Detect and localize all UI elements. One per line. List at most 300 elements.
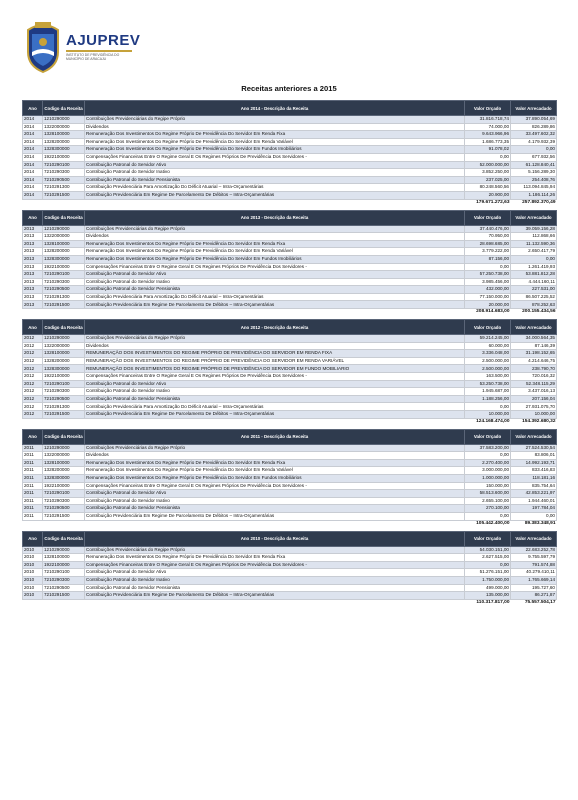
cell-arrecadado: 27.524.530,54 <box>511 444 557 452</box>
cell-codigo: 7210290100 <box>43 380 85 388</box>
cell-arrecadado: 112.868,66 <box>511 233 557 241</box>
table-row <box>23 490 557 498</box>
cell-ano: 2014 <box>23 153 43 161</box>
cell-codigo: 7210291300 <box>43 403 85 411</box>
cell-arrecadado: 1.261.419,93 <box>511 263 557 271</box>
cell-ano: 2012 <box>23 380 43 388</box>
cell-ano: 2012 <box>23 357 43 365</box>
table-header-row <box>23 320 557 335</box>
cell-descricao: Contribuições Previdenciárias do Regipe Próprio <box>85 444 465 452</box>
cell-ano: 2011 <box>23 497 43 505</box>
cell-ano: 2012 <box>23 350 43 358</box>
cell-descricao: Remuneração Dos Investimentos Do Regime Próprio De Previdência Do Servidor Em Renda Variável <box>85 248 465 256</box>
cell-arrecadado: 5.156.289,30 <box>511 169 557 177</box>
cell-descricao: Remuneração Dos Investimentos Do Regime Próprio De Previdência Do Servidor Em Renda Variável <box>85 467 465 475</box>
total-orcado: 110.317.817,00 <box>465 599 511 607</box>
coat-of-arms-icon <box>22 18 64 74</box>
cell-arrecadado: 238.790,70 <box>511 365 557 373</box>
cell-ano: 2010 <box>23 546 43 554</box>
cell-arrecadado: 34.000.564,35 <box>511 335 557 343</box>
table-row <box>23 395 557 403</box>
table-row <box>23 335 557 343</box>
cell-orcado: 237.025,00 <box>465 176 511 184</box>
table-row <box>23 271 557 279</box>
cell-codigo: 1922100000 <box>43 561 85 569</box>
cell-descricao: Remuneração Dos Investimentos Do Regime Próprio De Previdência Do Servidor Em Fundos Imobiliários <box>85 146 465 154</box>
cell-codigo: 7210290100 <box>43 490 85 498</box>
cell-descricao: Contribuições Previdenciárias do Regipe Próprio <box>85 116 465 124</box>
cell-ano: 2011 <box>23 505 43 513</box>
cell-descricao: Contribuição Patronal do Servidor Inativo <box>85 278 465 286</box>
cell-descricao: Contribuição Patronal do Servidor Inativo <box>85 388 465 396</box>
cell-codigo: 7210290500 <box>43 584 85 592</box>
cell-ano: 2010 <box>23 584 43 592</box>
cell-codigo: 7210290100 <box>43 569 85 577</box>
cell-ano: 2012 <box>23 335 43 343</box>
table-row <box>23 373 557 381</box>
table-row <box>23 263 557 271</box>
cell-descricao: Contribuição Previdenciária Para Amortização Do Déficit Atuarial – Intra-Orçamentárias <box>85 403 465 411</box>
cell-descricao: Dividendos <box>85 233 465 241</box>
table-row <box>23 225 557 233</box>
cell-descricao: Compensações Financeiras Entre O Regime Geral E Os Regimes Próprios De Previdência Dos Servidores - <box>85 263 465 271</box>
table-row <box>23 411 557 419</box>
cell-codigo: 1328300000 <box>43 146 85 154</box>
cell-descricao: Contribuição Previdenciária Em Regime De Parcelamento De Débitos – Intra-Orçamentárias <box>85 512 465 520</box>
table-row <box>23 191 557 199</box>
cell-ano: 2014 <box>23 123 43 131</box>
table-row <box>23 153 557 161</box>
cell-ano: 2013 <box>23 271 43 279</box>
cell-codigo: 1322000000 <box>43 123 85 131</box>
column-header-codigo: Codigo da Receita <box>43 531 85 546</box>
table-row <box>23 444 557 452</box>
cell-codigo: 7210290100 <box>43 161 85 169</box>
revenue-table <box>22 100 557 207</box>
cell-orcado: 77.150.000,00 <box>465 293 511 301</box>
cell-orcado: 0,00 <box>465 403 511 411</box>
cell-codigo: 7210290500 <box>43 286 85 294</box>
cell-orcado: 432.000,00 <box>465 286 511 294</box>
column-header-orcado: Valor Orçado <box>465 210 511 225</box>
table-row <box>23 161 557 169</box>
cell-descricao: Contribuição Previdenciária Para Amortização Do Déficit Atuarial – Intra-Orçamentárias <box>85 293 465 301</box>
table-row <box>23 138 557 146</box>
cell-descricao: Compensações Financeiras Entre O Regime Geral E Os Regimes Próprios De Previdência Dos Servidores - <box>85 153 465 161</box>
cell-arrecadado: 11.132.590,36 <box>511 240 557 248</box>
cell-orcado: 1.750.000,00 <box>465 576 511 584</box>
table-row <box>23 233 557 241</box>
cell-ano: 2014 <box>23 169 43 177</box>
cell-codigo: 7210290300 <box>43 576 85 584</box>
cell-ano: 2013 <box>23 263 43 271</box>
cell-codigo: 1322000000 <box>43 342 85 350</box>
table-row <box>23 278 557 286</box>
total-orcado: 124.168.474,00 <box>465 418 511 426</box>
cell-ano: 2011 <box>23 490 43 498</box>
table-row <box>23 497 557 505</box>
column-header-descricao: Ano 2011 - Descrição da Receita <box>85 429 465 444</box>
ajuprev-logo <box>22 18 142 76</box>
cell-orcado: 74.000,00 <box>465 123 511 131</box>
cell-orcado: 3.779.222,00 <box>465 248 511 256</box>
cell-orcado: 20.000,00 <box>465 301 511 309</box>
cell-orcado: 3.000.000,00 <box>465 467 511 475</box>
cell-arrecadado: 31.198.152,65 <box>511 350 557 358</box>
brand-name: AJUPREV <box>66 32 141 49</box>
table-row <box>23 546 557 554</box>
cell-arrecadado: 33.497.602,32 <box>511 131 557 139</box>
cell-arrecadado: 4.179.932,39 <box>511 138 557 146</box>
cell-codigo: 1922100000 <box>43 482 85 490</box>
revenue-table <box>22 319 557 426</box>
cell-arrecadado: 52.348.115,29 <box>511 380 557 388</box>
cell-orcado: 270.100,00 <box>465 505 511 513</box>
total-arrecadado: 257.892.370,49 <box>511 199 557 207</box>
cell-arrecadado: 677.932,56 <box>511 153 557 161</box>
total-row <box>23 418 557 426</box>
cell-orcado: 54.030.151,00 <box>465 546 511 554</box>
cell-orcado: 150.000,00 <box>465 482 511 490</box>
cell-descricao: Contribuição Patronal do Servidor Pensionista <box>85 505 465 513</box>
cell-arrecadado: 113.094.845,94 <box>511 184 557 192</box>
cell-orcado: 20.900,00 <box>465 191 511 199</box>
cell-codigo: 7210290300 <box>43 497 85 505</box>
cell-orcado: 2.270.400,00 <box>465 459 511 467</box>
table-row <box>23 342 557 350</box>
cell-descricao: Dividendos <box>85 452 465 460</box>
table-row <box>23 592 557 600</box>
table-row <box>23 388 557 396</box>
cell-ano: 2011 <box>23 474 43 482</box>
brand-divider <box>66 50 132 52</box>
cell-ano: 2011 <box>23 482 43 490</box>
column-header-ano: Ano <box>23 320 43 335</box>
cell-arrecadado: 14.992.193,71 <box>511 459 557 467</box>
cell-arrecadado: 53.881.812,28 <box>511 271 557 279</box>
cell-ano: 2013 <box>23 255 43 263</box>
cell-ano: 2013 <box>23 301 43 309</box>
cell-descricao: Remuneração Dos Investimentos Do Regime Próprio De Previdência Do Servidor Em Renda Fixa <box>85 240 465 248</box>
cell-ano: 2010 <box>23 576 43 584</box>
total-arrecadado: 200.155.434,56 <box>511 309 557 317</box>
cell-ano: 2010 <box>23 592 43 600</box>
revenue-table <box>22 429 557 528</box>
cell-orcado: 163.500,00 <box>465 373 511 381</box>
table-row <box>23 350 557 358</box>
cell-orcado: 91.078,02 <box>465 146 511 154</box>
cell-descricao: Compensações Financeiras Entre O Regime Geral E Os Regimes Próprios De Previdência Dos Servidores - <box>85 561 465 569</box>
cell-descricao: Contribuição Patronal do Servidor Inativo <box>85 169 465 177</box>
cell-ano: 2011 <box>23 512 43 520</box>
table-row <box>23 169 557 177</box>
column-header-codigo: Codigo da Receita <box>43 101 85 116</box>
cell-descricao: Contribuição Patronal do Servidor Ativo <box>85 380 465 388</box>
cell-descricao: Contribuição Patronal do Servidor Pensionista <box>85 395 465 403</box>
cell-orcado: 2.655.100,00 <box>465 497 511 505</box>
table-row <box>23 512 557 520</box>
cell-arrecadado: 4.214.646,75 <box>511 357 557 365</box>
cell-descricao: Contribuições Previdenciárias do Regipe Próprio <box>85 225 465 233</box>
cell-descricao: Contribuição Patronal do Servidor Ativo <box>85 271 465 279</box>
cell-descricao: REMUNERAÇÃO DOS INVESTIMENTOS DO REGIME PRÓPRIO DE PREVIDÊNCIA DO SERVIDOR EM RENDA VARIÁVEL <box>85 357 465 365</box>
cell-descricao: Remuneração Dos Investimentos Do Regime Próprio De Previdência Do Servidor Em Renda Fixa <box>85 459 465 467</box>
cell-codigo: 1328200000 <box>43 357 85 365</box>
table-row <box>23 365 557 373</box>
cell-orcado: 9.643.966,96 <box>465 131 511 139</box>
cell-descricao: Contribuição Patronal do Servidor Pensionista <box>85 286 465 294</box>
cell-descricao: Contribuição Patronal do Servidor Pensionista <box>85 584 465 592</box>
cell-ano: 2012 <box>23 388 43 396</box>
cell-descricao: Compensações Financeiras Entre O Regime Geral E Os Regimes Próprios De Previdência Dos Servidores - <box>85 373 465 381</box>
total-orcado: 208.914.683,00 <box>465 309 511 317</box>
cell-descricao: Compensações Financeiras Entre O Regime Geral E Os Regimes Próprios De Previdência Dos Servidores - <box>85 482 465 490</box>
cell-codigo: 1210290000 <box>43 225 85 233</box>
cell-orcado: 0,00 <box>465 263 511 271</box>
column-header-orcado: Valor Orçado <box>465 320 511 335</box>
cell-descricao: Dividendos <box>85 123 465 131</box>
cell-ano: 2010 <box>23 569 43 577</box>
column-header-ano: Ano <box>23 101 43 116</box>
column-header-orcado: Valor Orçado <box>465 101 511 116</box>
cell-descricao: Remuneração Dos Investimentos Do Regime Próprio De Previdência Do Servidor Em Renda Fixa <box>85 131 465 139</box>
cell-descricao: REMUNERAÇÃO DOS INVESTIMENTOS DO REGIME PRÓPRIO DE PREVIDÊNCIA DO SERVIDOR EM FUNDO MOBILIARIO <box>85 365 465 373</box>
cell-codigo: 1328300000 <box>43 365 85 373</box>
table-row <box>23 184 557 192</box>
cell-ano: 2014 <box>23 116 43 124</box>
cell-arrecadado: 254.408,76 <box>511 176 557 184</box>
table-header-row <box>23 429 557 444</box>
table-row <box>23 240 557 248</box>
cell-arrecadado: 9.755.597,79 <box>511 554 557 562</box>
cell-arrecadado: 118.181,16 <box>511 474 557 482</box>
cell-orcado: 70.950,00 <box>465 233 511 241</box>
total-row <box>23 599 557 607</box>
cell-codigo: 1328100000 <box>43 554 85 562</box>
cell-ano: 2014 <box>23 184 43 192</box>
revenue-table <box>22 210 557 317</box>
cell-arrecadado: 195.727,60 <box>511 584 557 592</box>
cell-arrecadado: 878.252,63 <box>511 301 557 309</box>
total-row <box>23 520 557 528</box>
table-row <box>23 554 557 562</box>
cell-orcado: 0,00 <box>465 452 511 460</box>
cell-arrecadado: 207.156,04 <box>511 395 557 403</box>
cell-orcado: 3.852.250,00 <box>465 169 511 177</box>
cell-arrecadado: 40.279.410,11 <box>511 569 557 577</box>
cell-arrecadado: 1.944.460,01 <box>511 497 557 505</box>
cell-orcado: 3.985.456,00 <box>465 278 511 286</box>
cell-codigo: 1328300000 <box>43 474 85 482</box>
table-row <box>23 459 557 467</box>
cell-codigo: 1328100000 <box>43 350 85 358</box>
revenue-table <box>22 531 557 607</box>
column-header-arrecadado: Valor Arrecadado <box>511 210 557 225</box>
cell-orcado: 2.500.000,00 <box>465 357 511 365</box>
cell-descricao: Contribuição Previdenciária Em Regime De Parcelamento De Débitos – Intra-Orçamentárias <box>85 301 465 309</box>
cell-codigo: 1210290000 <box>43 444 85 452</box>
page-title: Receitas anteriores a 2015 <box>241 84 337 93</box>
table-row <box>23 293 557 301</box>
cell-orcado: 53.250.738,00 <box>465 380 511 388</box>
column-header-descricao: Ano 2012 - Descrição da Receita <box>85 320 465 335</box>
cell-orcado: 0,00 <box>465 512 511 520</box>
cell-ano: 2014 <box>23 161 43 169</box>
cell-descricao: Contribuição Patronal do Servidor Ativo <box>85 569 465 577</box>
table-row <box>23 452 557 460</box>
column-header-codigo: Codigo da Receita <box>43 320 85 335</box>
cell-arrecadado: 10.000,00 <box>511 411 557 419</box>
table-row <box>23 286 557 294</box>
cell-codigo: 7210291500 <box>43 191 85 199</box>
table-row <box>23 561 557 569</box>
cell-descricao: Remuneração Dos Investimentos Do Regime Próprio De Previdência Do Servidor Em Renda Variável <box>85 138 465 146</box>
column-header-arrecadado: Valor Arrecadado <box>511 531 557 546</box>
cell-codigo: 7210291500 <box>43 301 85 309</box>
cell-arrecadado: 1.765.669,14 <box>511 576 557 584</box>
column-header-ano: Ano <box>23 531 43 546</box>
cell-arrecadado: 86.507.225,52 <box>511 293 557 301</box>
cell-codigo: 1328100000 <box>43 240 85 248</box>
table-row <box>23 116 557 124</box>
cell-codigo: 1322000000 <box>43 452 85 460</box>
cell-descricao: Contribuição Patronal do Servidor Ativo <box>85 490 465 498</box>
total-arrecadado: 89.383.348,91 <box>511 520 557 528</box>
cell-codigo: 1210290000 <box>43 546 85 554</box>
cell-ano: 2012 <box>23 342 43 350</box>
cell-arrecadado: 39.059.156,28 <box>511 225 557 233</box>
cell-descricao: Contribuição Patronal do Servidor Pensionista <box>85 176 465 184</box>
cell-orcado: 2.627.515,00 <box>465 554 511 562</box>
revenue-tables <box>22 100 556 610</box>
cell-ano: 2012 <box>23 373 43 381</box>
cell-codigo: 1328200000 <box>43 467 85 475</box>
cell-descricao: Contribuições Previdenciárias do Regipe Próprio <box>85 335 465 343</box>
cell-descricao: Contribuição Previdenciária Em Regime De Parcelamento De Débitos – Intra-Orçamentárias <box>85 592 465 600</box>
cell-orcado: 10.000,00 <box>465 411 511 419</box>
cell-orcado: 1.000.000,00 <box>465 474 511 482</box>
cell-arrecadado: 0,00 <box>511 512 557 520</box>
cell-codigo: 1922100000 <box>43 153 85 161</box>
cell-descricao: Contribuição Patronal do Servidor Inativo <box>85 576 465 584</box>
cell-arrecadado: 0,00 <box>511 255 557 263</box>
cell-arrecadado: 791.574,88 <box>511 561 557 569</box>
cell-codigo: 7210290100 <box>43 271 85 279</box>
cell-codigo: 7210290500 <box>43 505 85 513</box>
cell-codigo: 7210290300 <box>43 278 85 286</box>
table-row <box>23 482 557 490</box>
cell-codigo: 7210290300 <box>43 169 85 177</box>
cell-orcado: 1.188.256,00 <box>465 395 511 403</box>
cell-orcado: 60.000,00 <box>465 342 511 350</box>
cell-orcado: 499.000,00 <box>465 584 511 592</box>
total-arrecadado: 154.392.680,32 <box>511 418 557 426</box>
cell-codigo: 1210290000 <box>43 335 85 343</box>
cell-orcado: 80.248.560,56 <box>465 184 511 192</box>
column-header-descricao: Ano 2013 - Descrição da Receita <box>85 210 465 225</box>
cell-arrecadado: 22.683.252,78 <box>511 546 557 554</box>
cell-ano: 2013 <box>23 233 43 241</box>
column-header-orcado: Valor Orçado <box>465 429 511 444</box>
cell-orcado: 59.214.245,00 <box>465 335 511 343</box>
table-row <box>23 176 557 184</box>
cell-arrecadado: 83.806,01 <box>511 452 557 460</box>
cell-ano: 2013 <box>23 293 43 301</box>
cell-arrecadado: 2.650.417,79 <box>511 248 557 256</box>
cell-arrecadado: 826.289,86 <box>511 123 557 131</box>
cell-ano: 2014 <box>23 176 43 184</box>
cell-orcado: 0,00 <box>465 561 511 569</box>
cell-arrecadado: 86.271,87 <box>511 592 557 600</box>
cell-arrecadado: 0,00 <box>511 146 557 154</box>
cell-orcado: 51.276.151,00 <box>465 569 511 577</box>
table-row <box>23 569 557 577</box>
cell-descricao: Contribuição Previdenciária Para Amortização Do Déficit Atuarial – Intra-Orçamentárias <box>85 184 465 192</box>
cell-codigo: 7210291300 <box>43 184 85 192</box>
cell-codigo: 1328300000 <box>43 255 85 263</box>
column-header-codigo: Codigo da Receita <box>43 429 85 444</box>
cell-ano: 2013 <box>23 278 43 286</box>
cell-ano: 2013 <box>23 225 43 233</box>
cell-ano: 2010 <box>23 561 43 569</box>
total-row <box>23 199 557 207</box>
cell-descricao: Contribuição Previdenciária Em Regime De Parcelamento De Débitos – Intra-Orçamentárias <box>85 191 465 199</box>
cell-orcado: 37.440.476,00 <box>465 225 511 233</box>
cell-descricao: Contribuição Previdenciária Em Regime De Parcelamento De Débitos – Intra-Orçamentárias <box>85 411 465 419</box>
cell-arrecadado: 1.186.114,26 <box>511 191 557 199</box>
cell-codigo: 7210291500 <box>43 411 85 419</box>
cell-ano: 2010 <box>23 554 43 562</box>
table-row <box>23 131 557 139</box>
cell-ano: 2013 <box>23 240 43 248</box>
cell-orcado: 1.945.687,00 <box>465 388 511 396</box>
cell-ano: 2013 <box>23 248 43 256</box>
table-row <box>23 584 557 592</box>
cell-ano: 2012 <box>23 365 43 373</box>
cell-codigo: 1328200000 <box>43 138 85 146</box>
cell-arrecadado: 197.784,04 <box>511 505 557 513</box>
cell-arrecadado: 87.146,39 <box>511 342 557 350</box>
cell-codigo: 7210291500 <box>43 592 85 600</box>
column-header-arrecadado: Valor Arrecadado <box>511 429 557 444</box>
cell-arrecadado: 3.437.016,13 <box>511 388 557 396</box>
table-row <box>23 505 557 513</box>
cell-codigo: 7210290500 <box>43 176 85 184</box>
table-row <box>23 255 557 263</box>
table-row <box>23 357 557 365</box>
brand-subtitle: INSTITUTO DE PREVIDÊNCIA DO MUNICÍPIO DE ARACAJU <box>66 53 120 61</box>
cell-ano: 2011 <box>23 452 43 460</box>
cell-ano: 2014 <box>23 138 43 146</box>
cell-orcado: 28.698.685,00 <box>465 240 511 248</box>
cell-codigo: 1210290000 <box>43 116 85 124</box>
cell-arrecadado: 833.416,83 <box>511 467 557 475</box>
cell-orcado: 3.336.048,00 <box>465 350 511 358</box>
cell-descricao: REMUNERAÇÃO DOS INVESTIMENTOS DO REGIME PRÓPRIO DE PREVIDÊNCIA DO SERVIDOR EM RENDA FIXA <box>85 350 465 358</box>
table-row <box>23 123 557 131</box>
cell-orcado: 58.513.600,00 <box>465 490 511 498</box>
column-header-arrecadado: Valor Arrecadado <box>511 101 557 116</box>
cell-codigo: 1328200000 <box>43 248 85 256</box>
cell-ano: 2014 <box>23 191 43 199</box>
cell-ano: 2013 <box>23 286 43 294</box>
cell-codigo: 1922100000 <box>43 263 85 271</box>
column-header-arrecadado: Valor Arrecadado <box>511 320 557 335</box>
cell-descricao: Remuneração Dos Investimentos Do Regime Próprio De Previdência Do Servidor Em Fundos Imobiliários <box>85 255 465 263</box>
cell-arrecadado: 37.890.054,69 <box>511 116 557 124</box>
cell-ano: 2011 <box>23 467 43 475</box>
table-row <box>23 248 557 256</box>
